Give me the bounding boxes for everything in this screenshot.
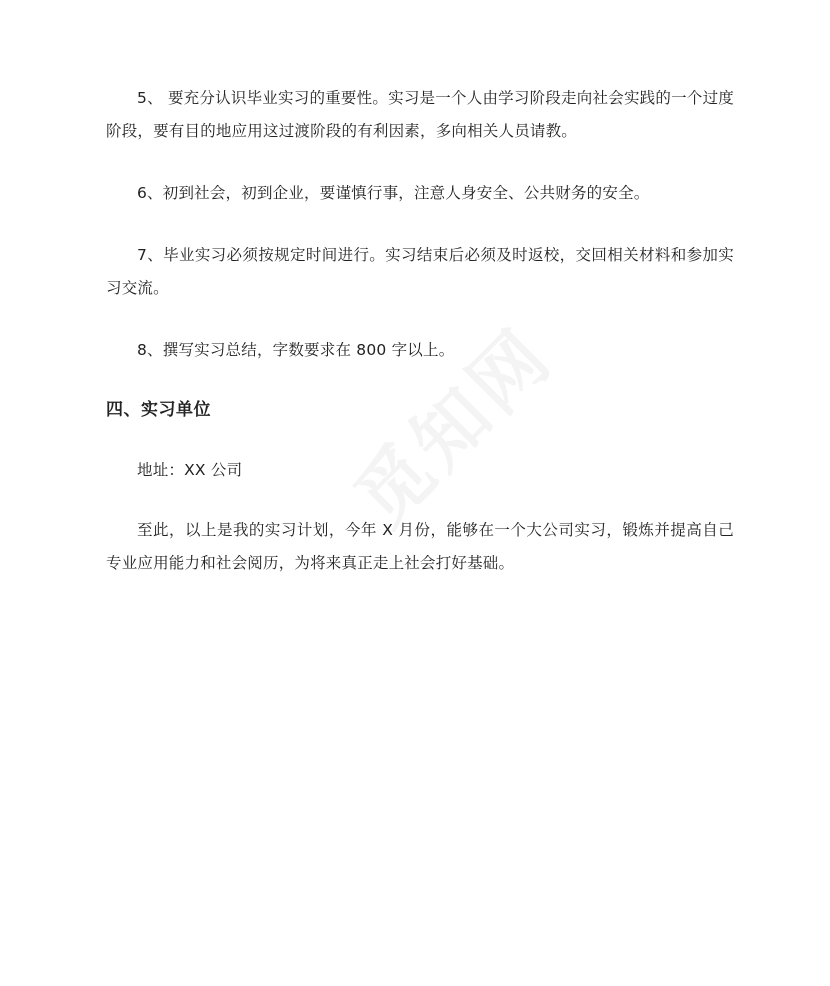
paragraph-item-7: 7、毕业实习必须按规定时间进行。实习结束后必须及时返校，交回相关材料和参加实习交流。 [106, 246, 734, 297]
paragraph-spacer [106, 367, 734, 394]
paragraph-spacer [106, 148, 734, 177]
conclusion-paragraph: 至此，以上是我的实习计划，今年 X 月份，能够在一个大公司实习，锻炼并提高自己专业应用能力和社会阅历，为将来真正走上社会打好基础。 [106, 521, 734, 572]
paragraph-spacer [106, 210, 734, 239]
paragraph-item-6: 6、初到社会，初到企业，要谨慎行事，注意人身安全、公共财务的安全。 [137, 184, 650, 202]
address-line: 地址：XX 公司 [137, 461, 243, 479]
paragraph-item-8: 8、撰写实习总结，字数要求在 800 字以上。 [137, 341, 455, 359]
document-body [106, 82, 734, 580]
paragraph-spacer [106, 427, 734, 454]
section-heading: 四、实习单位 [106, 400, 211, 420]
paragraph-spacer [106, 305, 734, 334]
paragraph-spacer [106, 487, 734, 514]
paragraph-item-5: 5、 要充分认识毕业实习的重要性。实习是一个人由学习阶段走向社会实践的一个过度阶段，要有目的地应用这过渡阶段的有利因素，多向相关人员请教。 [106, 89, 734, 140]
